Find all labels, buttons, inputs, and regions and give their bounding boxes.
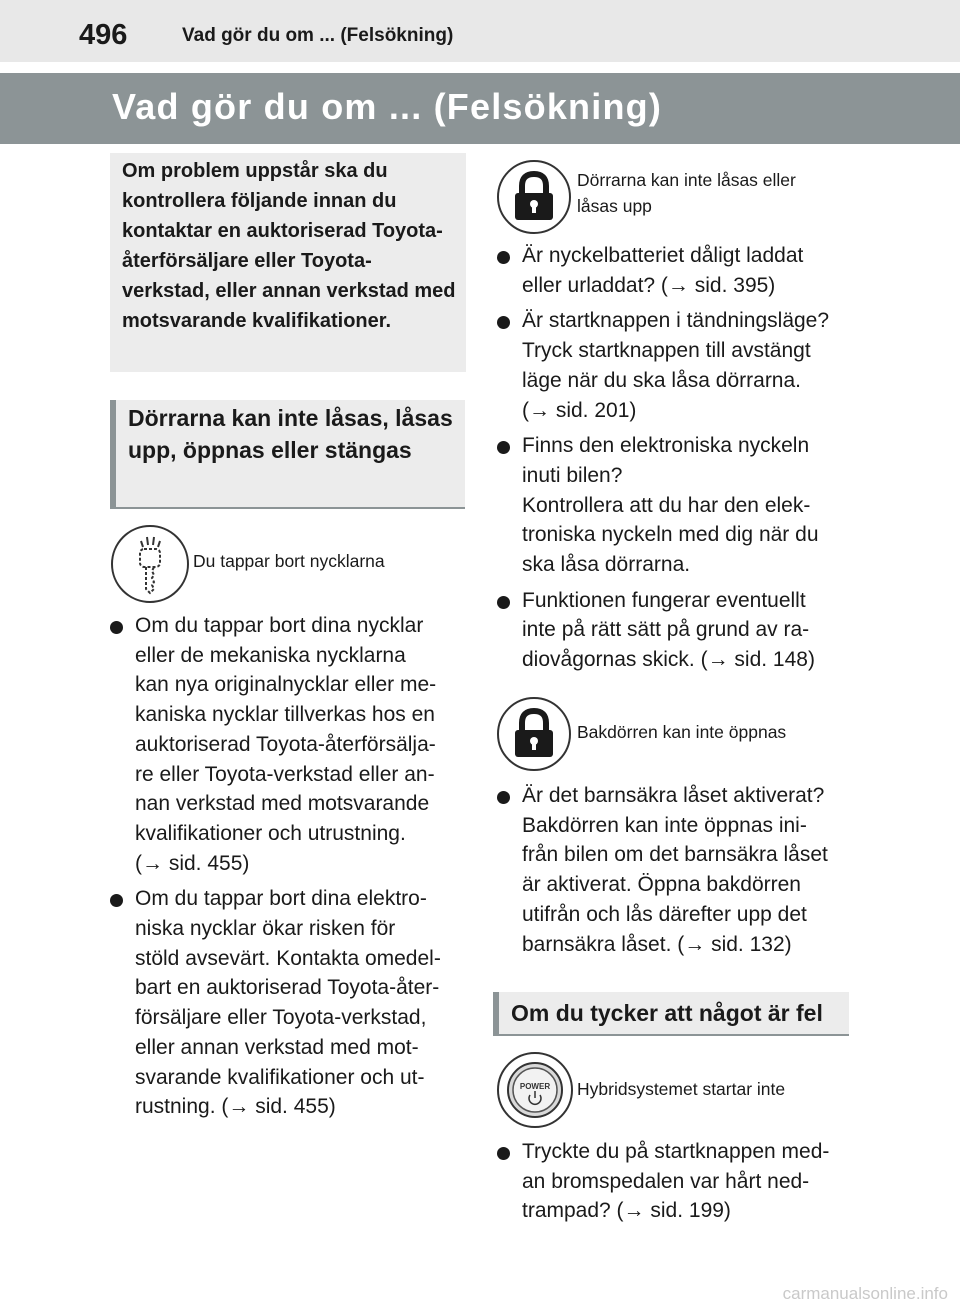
- lock-icon: [497, 697, 571, 771]
- section-heading-something-wrong: Om du tycker att något är fel: [493, 992, 849, 1036]
- power-button-icon: [497, 1052, 573, 1128]
- intro-text: Om problem uppstår ska du kontrollera följande innan du kontaktar en auktoriserad Toyota-återförsäljare eller Toyota-verkstad, eller annan verkstad med motsvarande kvalifikationer.: [122, 160, 456, 332]
- list-item: Tryckte du på startknappen med- an bromspedalen var hårt ned- trampad? (→ sid. 199): [497, 1137, 857, 1226]
- back-door-list: [497, 781, 857, 965]
- page-title: Vad gör du om ... (Felsökning): [112, 86, 663, 127]
- hybrid-list: [497, 1137, 857, 1232]
- hybrid-label: Hybridsystemet startar inte: [577, 1079, 786, 1099]
- cannot-lock-list: [497, 241, 857, 681]
- list-item: Är nyckelbatteriet dåligt laddat eller urladdat? (→ sid. 395): [497, 241, 857, 300]
- running-title: Vad gör du om ... (Felsökning): [182, 25, 454, 46]
- lost-keys-list: [110, 611, 470, 1128]
- list-item: Finns den elektroniska nyckeln inuti bilen? Kontrollera att du har den elek- troniska nyckeln med dig när du ska låsa dörrarna.: [497, 431, 857, 580]
- list-item: Om du tappar bort dina nycklar eller de mekaniska nycklarna kan nya originalnycklar eller me- kaniska nycklar tillverkas hos en auktoriserad Toyota-återförsälja- re eller Toyota-verkstad eller an- nan verkstad med motsvarande kvalifikationer och utrustning. (→ sid. 455): [110, 611, 470, 878]
- lock-icon: [497, 160, 571, 234]
- section-heading-doors: Dörrarna kan inte låsas, låsas upp, öppnas eller stängas: [110, 400, 465, 509]
- key-icon: [111, 525, 189, 603]
- intro-box: [110, 153, 466, 372]
- page-number: 496: [79, 19, 128, 51]
- list-item: Är startknappen i tändningsläge? Tryck startknappen till avstängt läge när du ska låsa dörrarna. (→ sid. 201): [497, 306, 857, 425]
- list-item: Är det barnsäkra låset aktiverat? Bakdörren kan inte öppnas ini- från bilen om det barnsäkra låset är aktiverat. Öppna bakdörren utifrån och lås därefter upp det barnsäkra låset. (→ sid. 132): [497, 781, 857, 959]
- running-header: [0, 0, 960, 62]
- back-door-label: Bakdörren kan inte öppnas: [577, 722, 787, 742]
- watermark: carmanualsonline.info: [782, 1284, 948, 1303]
- list-item: Funktionen fungerar eventuellt inte på rätt sätt på grund av ra- diovågornas skick. (→ sid. 148): [497, 586, 857, 675]
- cannot-lock-label: Dörrarna kan inte låsas eller låsas upp: [577, 170, 796, 216]
- title-banner: [0, 73, 960, 144]
- lost-keys-label: Du tappar bort nycklarna: [193, 551, 385, 571]
- list-item: Om du tappar bort dina elektro- niska nycklar ökar risken för stöld avsevärt. Kontakta omedel- bart en auktoriserad Toyota-åter- försäljare eller Toyota-verkstad, eller annan verkstad med mot- svarande kvalifikationer och ut- rustning. (→ sid. 455): [110, 884, 470, 1122]
- power-button-text: POWER: [519, 1082, 551, 1091]
